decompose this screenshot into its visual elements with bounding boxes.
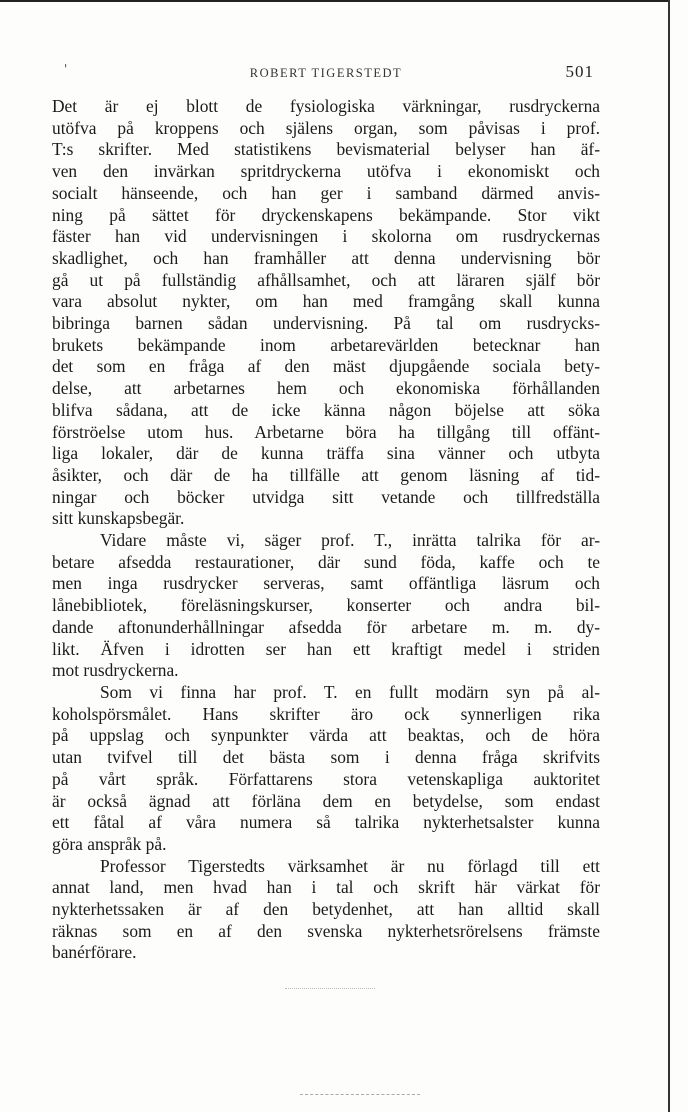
text-line: ningar och böcker utvidga sitt vetande och tillfredställa [52,486,600,507]
bottom-margin-mark [300,1094,420,1095]
text-line: dande aftonunderhållningar afsedda för arbetare m. m. dy- [52,616,600,637]
text-line: utan tvifvel till det bästa som i denna fråga skrifvits [52,747,600,768]
body-text [52,96,600,964]
text-line: på uppslag och synpunkter värda att beaktas, och de höra [52,725,600,746]
text-line: skadlighet, och han framhåller att denna undervisning bör [52,247,600,268]
text-line: liga lokaler, där de kunna träffa sina vänner och utbyta [52,443,600,464]
text-line: koholspörsmålet. Hans skrifter äro ock synnerligen rika [52,703,600,724]
text-line: T:s skrifter. Med statistikens bevismaterial belyser han äf- [52,139,600,160]
paragraph-4 [52,856,600,965]
text-line: likt. Äfven i idrotten ser han ett kraftigt medel i striden [52,638,600,659]
text-line: Som vi finna har prof. T. en fullt modärn syn på al- [100,681,600,702]
paragraph-1 [52,96,600,530]
text-line: mot rusdryckerna. [52,660,179,681]
footer-divider [285,988,375,989]
text-line: vara absolut nykter, om han med framgång skall kunna [52,291,600,312]
text-line: Det är ej blott de fysiologiska värkningar, rusdryckerna [52,96,600,116]
text-line: betare afsedda restaurationer, där sund föda, kaffe och te [52,551,600,572]
text-line: är också ägnad att förläna dem en betydelse, som endast [52,790,600,811]
text-line: göra anspråk på. [52,833,167,854]
text-line: brukets bekämpande inom arbetarevärlden betecknar han [52,334,600,355]
paragraph-2 [52,530,600,682]
text-line: gå ut på fullständig afhållsamhet, och att läraren själf bör [52,269,600,290]
text-line: sitt kunskapsbegär. [52,508,185,529]
text-line: ett fåtal af våra numera så talrika nykterhetsalster kunna [52,812,600,833]
text-line: på vårt språk. Författarens stora vetenskapliga auktoritet [52,768,600,789]
page-number: 501 [565,62,594,81]
text-line: åsikter, och där de ha tillfälle att genom läsning af tid- [52,464,600,485]
right-border-rule [668,0,670,1112]
text-line: räknas som en af den svenska nykterhetsrörelsens främste [52,920,600,941]
text-line: Professor Tigerstedts värksamhet är nu förlagd till ett [100,855,600,876]
text-line: banérförare. [52,942,137,963]
text-line: fäster han vid undervisningen i skolorna om rusdryckernas [52,226,600,247]
page-header [52,62,600,84]
top-border-rule [0,0,670,2]
text-line: delse, att arbetarnes hem och ekonomiska förhållanden [52,378,600,399]
text-line: Vidare måste vi, säger prof. T., inrätta talrika för ar- [100,530,600,551]
text-line: men inga rusdrycker serveras, samt offäntliga läsrum och [52,573,600,594]
header-mark: ' [64,62,68,76]
text-line: ven den invärkan spritdryckerna utöfva i ekonomiskt och [52,161,600,182]
text-line: ning på sättet för dryckenskapens bekämpande. Stor vikt [52,204,600,225]
text-line: det som en fråga af den mäst djupgående sociala bety- [52,356,600,377]
text-line: lånebibliotek, föreläsningskurser, konserter och andra bil- [52,595,600,616]
text-line: annat land, men hvad han i tal och skrift här värkat för [52,877,600,898]
text-line: förströelse utom hus. Arbetarne böra ha tillgång till offänt- [52,421,600,442]
text-line: blifva sådana, att de icke känna någon böjelse att söka [52,399,600,420]
text-line: utöfva på kroppens och själens organ, som påvisas i prof. [52,117,600,138]
text-line: nykterhetssaken är af den betydenhet, att han alltid skall [52,899,600,920]
paragraph-3 [52,682,600,856]
text-line: bibringa barnen sådan undervisning. På tal om rusdrycks- [52,313,600,334]
running-head: ROBERT TIGERSTEDT [249,66,403,80]
text-line: socialt hänseende, och han ger i samband därmed anvis- [52,182,600,203]
